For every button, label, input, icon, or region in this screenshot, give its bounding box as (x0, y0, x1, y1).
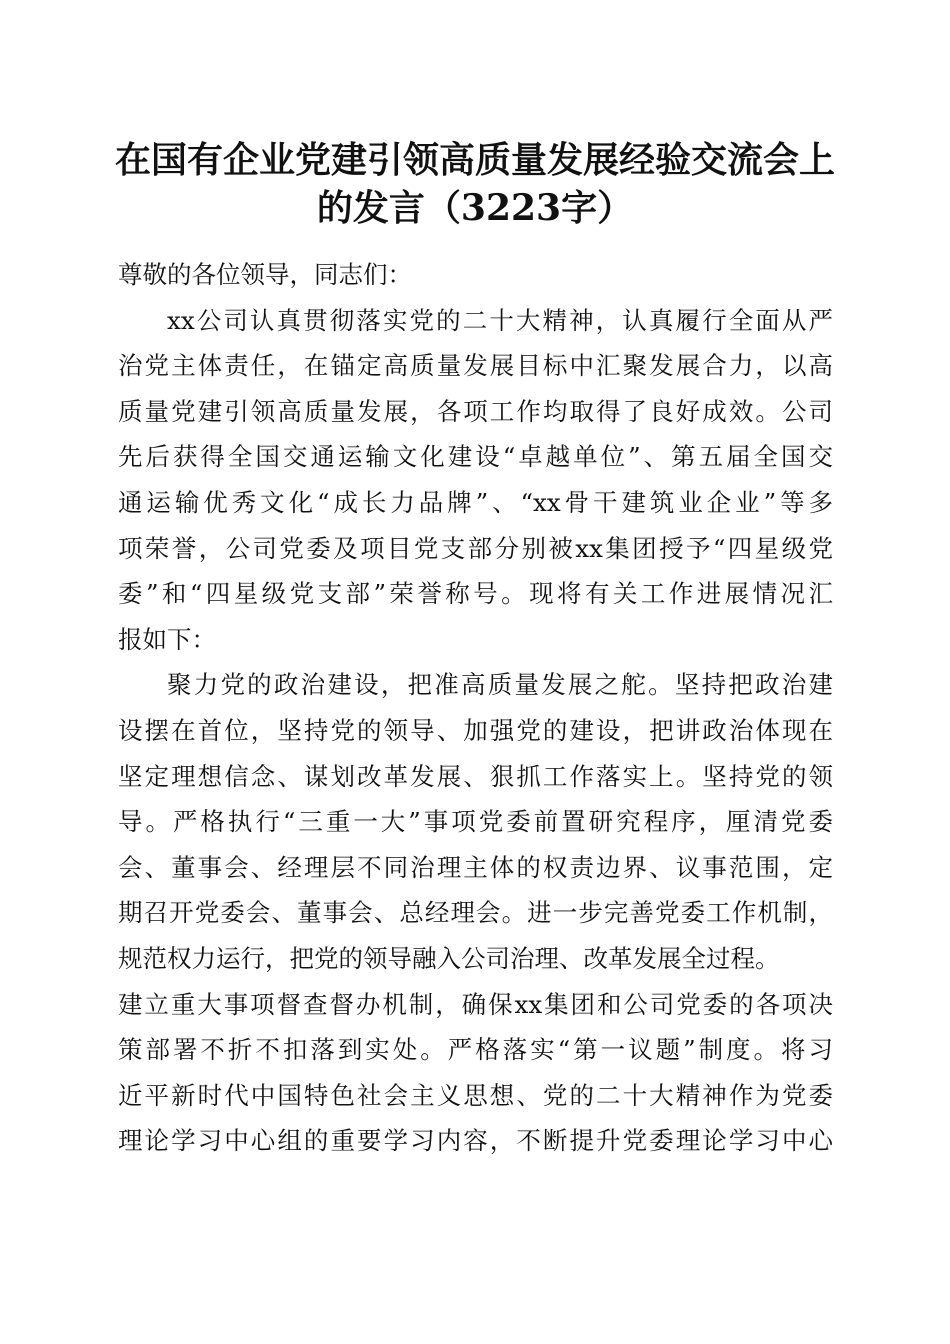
paragraph-line: 报如下： (118, 624, 216, 654)
paragraph-line: 项荣誉，公司党委及项目党支部分别被xx集团授予“四星级党 (118, 533, 833, 563)
paragraph-line: 质量党建引领高质量发展，各项工作均取得了良好成效。公司 (118, 396, 833, 426)
title-line-1: 在国有企业党建引领高质量发展经验交流会上 (114, 139, 835, 181)
title-line-2: 的发言（3223字） (316, 187, 634, 229)
salutation: 尊敬的各位领导，同志们： (118, 260, 412, 289)
paragraph-line: 委”和“四星级党支部”荣誉称号。现将有关工作进展情况汇 (118, 579, 833, 609)
paragraph-line: 通运输优秀文化“成长力品牌”、“xx骨干建筑业企业”等多 (118, 487, 833, 517)
paragraph-2 (118, 662, 833, 1164)
paragraph-line: 理论学习中心组的重要学习内容，不断提升党委理论学习中心 (118, 1126, 833, 1156)
paragraph-line: 先后获得全国交通运输文化建设“卓越单位”、第五届全国交 (118, 442, 833, 472)
paragraph-line: 近平新时代中国特色社会主义思想、党的二十大精神作为党委 (118, 1080, 833, 1110)
paragraph-line: 治党主体责任，在锚定高质量发展目标中汇聚发展合力，以高 (118, 351, 833, 381)
paragraph-line: 规范权力运行，把党的领导融入公司治理、改革发展全过程。 (118, 943, 780, 973)
paragraph-1 (118, 298, 833, 663)
paragraph-line: 导。严格执行“三重一大”事项党委前置研究程序，厘清党委 (118, 807, 833, 837)
document-body (118, 252, 833, 1164)
document-title (100, 136, 850, 232)
paragraph-line: 策部署不折不扣落到实处。严格落实“第一议题”制度。将习 (118, 1035, 833, 1065)
paragraph-line: 建立重大事项督查督办机制，确保xx集团和公司党委的各项决 (118, 989, 833, 1019)
paragraph-line: 坚定理想信念、谋划改革发展、狠抓工作落实上。坚持党的领 (118, 761, 833, 791)
paragraph-line: 会、董事会、经理层不同治理主体的权责边界、议事范围，定 (118, 852, 833, 882)
paragraph-line: 设摆在首位，坚持党的领导、加强党的建设，把讲政治体现在 (118, 715, 833, 745)
paragraph-line: 聚力党的政治建设，把准高质量发展之舵。坚持把政治建 (167, 670, 833, 700)
paragraph-line: 期召开党委会、董事会、总经理会。进一步完善党委工作机制， (118, 898, 833, 928)
paragraph-line: xx公司认真贯彻落实党的二十大精神，认真履行全面从严 (167, 305, 833, 335)
